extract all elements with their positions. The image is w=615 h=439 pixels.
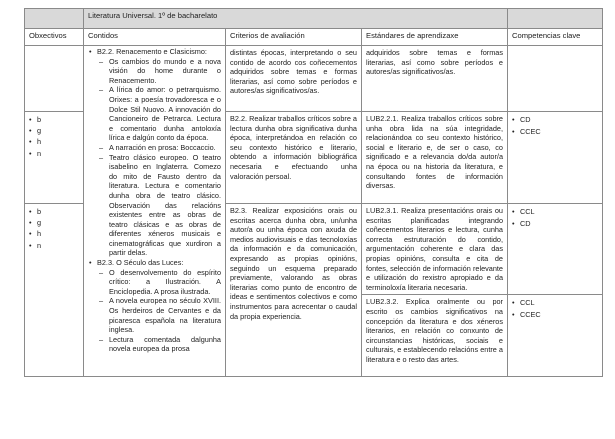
objective-item: • h [37, 228, 79, 239]
header-standards: Estándares de aprendizaxe [362, 29, 508, 46]
header-contents: Contidos [84, 29, 226, 46]
criteria-cell: B2.2. Realizar traballos críticos sobre a lectura dunha obra significativa dunha época, interpretándoa en relación co seu contexto histórico e literario, obtendo a información bibliográfica necesaria e efectuando unha valoración persoal. [226, 112, 362, 204]
objective-item: • g [37, 217, 79, 228]
list-item: – Os cambios do mundo e a nova visión do home durante o Renacemento. [109, 57, 221, 86]
objective-item: • h [37, 136, 79, 147]
objective-item: • n [37, 148, 79, 159]
header-competences: Competencias clave [508, 29, 603, 46]
objectives-cell [25, 204, 84, 377]
list-item: – A novela europea no século XVIII. Os herdeiros de Cervantes e da picaresca española na literatura inglesa. [109, 296, 221, 334]
standard-cell: adquiridos sobre temas e formas literarias, así como sobre períodos e autores/as significativos/as. [362, 46, 508, 112]
objective-item: • b [37, 114, 79, 125]
list-item: – Teatro clásico europeo. O teatro isabelino en Inglaterra. Comezo do mito de Fausto dentro da literatura. Lectura e comentario dunha obra de teatro clásico. Observación das relacións existentes entre as obras de teatro clásicas e as obras de diferentes xéneros musicais e cinematográficas que xurdiron a partir delas. [109, 153, 221, 259]
competence-item: • CCEC [520, 126, 598, 138]
header-blank-left [25, 9, 84, 29]
list-item: – A narración en prosa: Boccaccio. [109, 143, 221, 153]
section-title: B2.2. Renacemento e Clasicismo: [97, 47, 207, 56]
competences-cell [508, 112, 603, 204]
criteria-cell: B2.3. Realizar exposicións orais ou escritas acerca dunha obra, un/unha autor/a ou unha época con axuda de medios audiovisuais e das tecnoloxías da información e da comunicación, expresando as propias opinións, seguindo un esquema preparado previamente, valorando as obras literarias como punto de encontro de ideas e sentimentos colectivos e como instrumentos para acrecentar o caudal da propia experiencia. [226, 204, 362, 377]
competence-item: • CCL [520, 297, 598, 309]
objective-item: • b [37, 206, 79, 217]
competences-cell [508, 295, 603, 377]
header-blank-right [508, 9, 603, 29]
contents-cell [84, 46, 226, 377]
list-item: – A lírica do amor: o petrarquismo. Orixes: a poesía trovadoresca e o Dolce Stil Nuovo. A innovación do Cancioneiro de Petrarca. Lectura e comentario dunha antoloxía lírica e dalgún conto da época. [109, 85, 221, 143]
competences-cell [508, 46, 603, 112]
standard-cell: LUB2.2.1. Realiza traballos críticos sobre unha obra lida na súa integridade, relacionándoa co seu contexto histórico, social e literario e, de ser o caso, co significado e a relevancia do/da autor/a na época ou na historia da literatura, e consultando fontes de información diversas. [362, 112, 508, 204]
header-criteria: Criterios de avaliación [226, 29, 362, 46]
standard-cell: LUB2.3.1. Realiza presentacións orais ou escritas planificadas integrando coñecementos literarios e lectura, cunha correcta estruturación do contido, argumentación coherente e clara das propias opinións, consulta e cita de fontes, selección de información relevante e utilización do rexistro apropiado e da terminoloxía literaria necesaria. [362, 204, 508, 295]
curriculum-table [24, 8, 603, 377]
criteria-cell: distintas épocas, interpretando o seu contido de acordo cos coñecementos adquiridos sobre temas e formas literarias, así como sobre períodos e autores/as significativos/as. [226, 46, 362, 112]
table-title: Literatura Universal. 1º de bacharelato [84, 9, 508, 29]
competence-item: • CD [520, 218, 598, 230]
competences-cell [508, 204, 603, 295]
competence-item: • CD [520, 114, 598, 126]
objective-item: • g [37, 125, 79, 136]
objective-item: • n [37, 240, 79, 251]
objectives-cell [25, 46, 84, 112]
competence-item: • CCEC [520, 309, 598, 321]
header-objectives: Obxectivos [25, 29, 84, 46]
contents-section [97, 258, 221, 354]
contents-section [97, 47, 221, 258]
list-item: – Lectura comentada dalgunha novela europea da prosa [109, 335, 221, 354]
contents-list [88, 47, 221, 354]
objectives-cell [25, 112, 84, 204]
competence-item: • CCL [520, 206, 598, 218]
table-row [25, 46, 603, 112]
section-title: B2.3. O Século das Luces: [97, 258, 184, 268]
list-item: – O desenvolvemento do espírito crítico: a Ilustración. A Enciclopedia. A prosa ilustrada. [109, 268, 221, 297]
standard-cell: LUB2.3.2. Explica oralmente ou por escrito os cambios significativos na concepción da literatura e dos xéneros literarios, en relación co conxunto de circunstancias históricas, sociais e culturais, e establecendo relacións entre a literatura e o resto das artes. [362, 295, 508, 377]
